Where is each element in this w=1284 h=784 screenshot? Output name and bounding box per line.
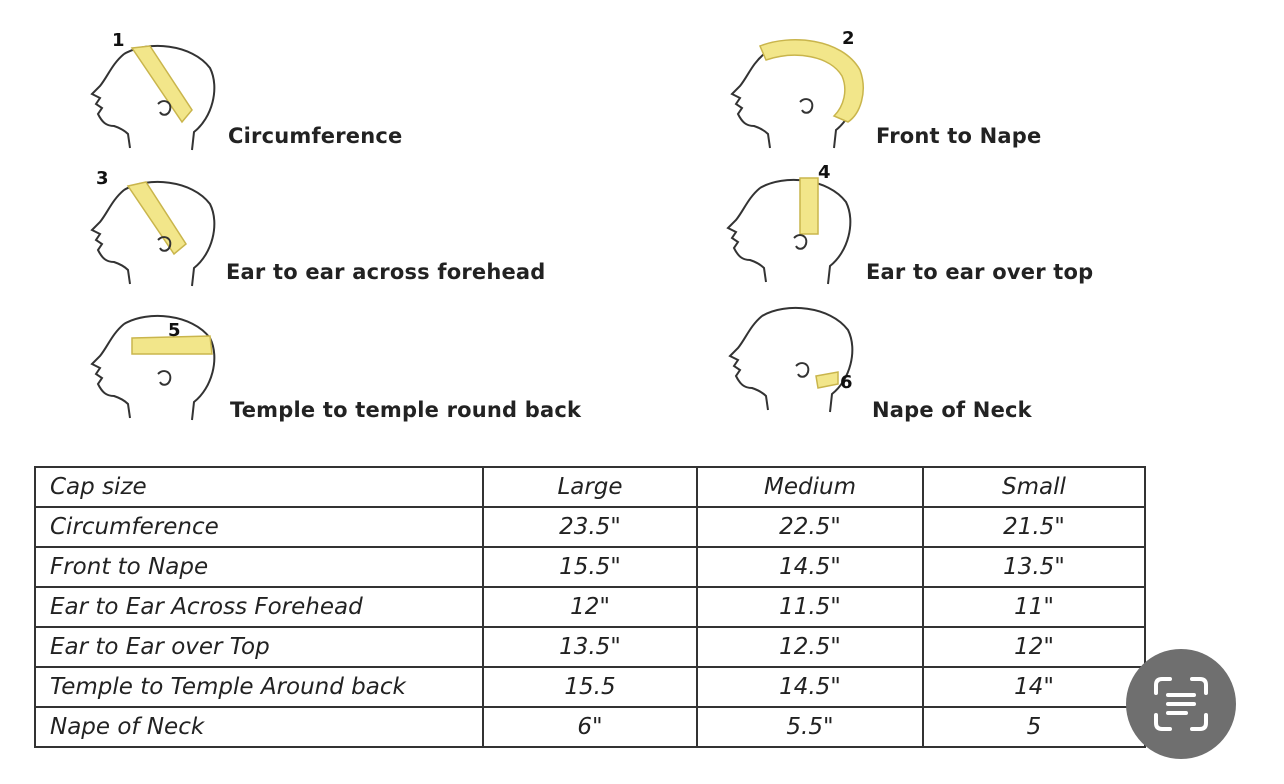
table-row <box>35 547 1145 587</box>
text-scan-icon <box>1150 673 1212 735</box>
measurement-label: Ear to ear across forehead <box>226 260 546 284</box>
table-cell: 13.5" <box>923 547 1145 587</box>
table-cell: 13.5" <box>483 627 697 667</box>
cap-size-table <box>34 466 1146 748</box>
table-header-cell: Medium <box>697 467 923 507</box>
table-cell: 5 <box>923 707 1145 747</box>
head-profile-icon <box>88 174 218 294</box>
table-header-cell: Small <box>923 467 1145 507</box>
head-figure-front-to-nape <box>730 36 860 156</box>
head-figure-temple-to-temple <box>88 308 218 428</box>
table-cell: 11" <box>923 587 1145 627</box>
row-label-cell: Ear to Ear Across Forehead <box>35 587 483 627</box>
table-cell: 12" <box>483 587 697 627</box>
table-header-row <box>35 467 1145 507</box>
table-cell: 12" <box>923 627 1145 667</box>
head-profile-icon <box>726 300 856 420</box>
measurement-number: 6 <box>840 372 853 393</box>
table-row <box>35 587 1145 627</box>
table-cell: 5.5" <box>697 707 923 747</box>
table-row <box>35 667 1145 707</box>
row-label-cell: Temple to Temple Around back <box>35 667 483 707</box>
table-cell: 14.5" <box>697 547 923 587</box>
table-row <box>35 507 1145 547</box>
table-header-cell: Cap size <box>35 467 483 507</box>
table-cell: 15.5 <box>483 667 697 707</box>
table-row <box>35 627 1145 667</box>
row-label-cell: Circumference <box>35 507 483 547</box>
head-figure-ear-to-ear-forehead <box>88 174 218 294</box>
table-cell: 14.5" <box>697 667 923 707</box>
row-label-cell: Ear to Ear over Top <box>35 627 483 667</box>
measurement-number: 1 <box>112 30 125 51</box>
measurement-label: Front to Nape <box>876 124 1042 148</box>
table-row <box>35 707 1145 747</box>
table-cell: 15.5" <box>483 547 697 587</box>
table-cell: 22.5" <box>697 507 923 547</box>
measurement-number: 2 <box>842 28 855 49</box>
table-cell: 23.5" <box>483 507 697 547</box>
head-profile-icon <box>88 308 218 428</box>
measurement-number: 3 <box>96 168 109 189</box>
text-scan-button[interactable] <box>1126 649 1236 759</box>
measurement-label: Ear to ear over top <box>866 260 1094 284</box>
head-profile-icon <box>88 38 218 158</box>
row-label-cell: Front to Nape <box>35 547 483 587</box>
measurement-label: Temple to temple round back <box>230 398 582 422</box>
table-header-cell: Large <box>483 467 697 507</box>
table-cell: 6" <box>483 707 697 747</box>
row-label-cell: Nape of Neck <box>35 707 483 747</box>
table-cell: 11.5" <box>697 587 923 627</box>
head-profile-icon <box>724 172 854 292</box>
head-figure-circumference <box>88 38 218 158</box>
measurement-label: Nape of Neck <box>872 398 1032 422</box>
measurement-label: Circumference <box>228 124 403 148</box>
table-cell: 21.5" <box>923 507 1145 547</box>
measurement-number: 5 <box>168 320 181 341</box>
head-figure-nape-of-neck <box>726 300 856 420</box>
measurement-number: 4 <box>818 162 831 183</box>
head-figure-ear-to-ear-top <box>724 172 854 292</box>
table-cell: 12.5" <box>697 627 923 667</box>
table-cell: 14" <box>923 667 1145 707</box>
head-profile-icon <box>730 36 860 156</box>
